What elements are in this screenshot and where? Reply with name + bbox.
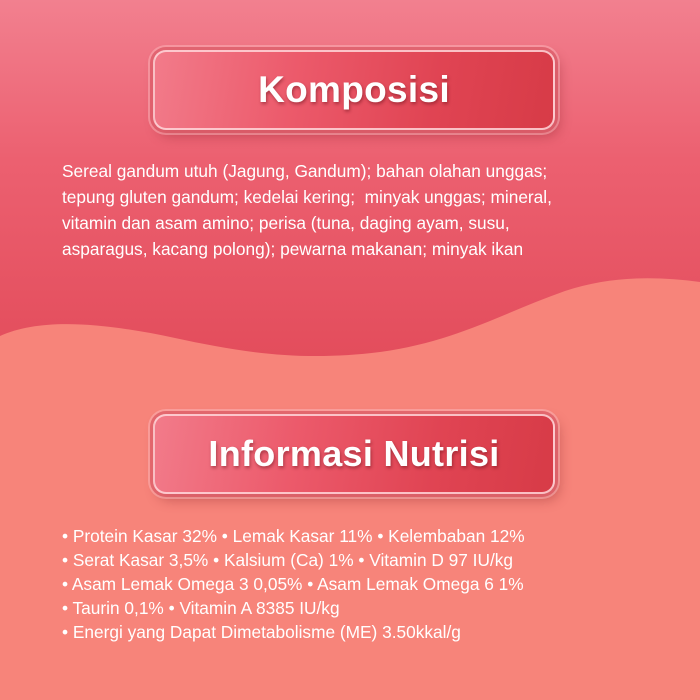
nutrition-line: • Serat Kasar 3,5% • Kalsium (Ca) 1% • Vitamin D 97 IU/kg	[62, 550, 513, 570]
nutrition-list	[62, 524, 672, 644]
composition-line: Sereal gandum utuh (Jagung, Gandum); bahan olahan unggas;	[62, 161, 548, 181]
nutrition-line: • Protein Kasar 32% • Lemak Kasar 11% • Kelembaban 12%	[62, 526, 525, 546]
nutrition-title: Informasi Nutrisi	[208, 433, 500, 474]
composition-title: Komposisi	[258, 69, 450, 110]
composition-banner	[153, 50, 555, 130]
composition-text	[62, 158, 652, 262]
nutrition-banner	[153, 414, 555, 494]
nutrition-line: • Taurin 0,1% • Vitamin A 8385 IU/kg	[62, 598, 340, 618]
nutrition-line: • Asam Lemak Omega 3 0,05% • Asam Lemak Omega 6 1%	[62, 574, 524, 594]
nutrition-line: • Energi yang Dapat Dimetabolisme (ME) 3.50kkal/g	[62, 622, 461, 642]
composition-line: asparagus, kacang polong); pewarna makanan; minyak ikan	[62, 239, 524, 259]
composition-line: tepung gluten gandum; kedelai kering; minyak unggas; mineral,	[62, 187, 552, 207]
composition-line: vitamin dan asam amino; perisa (tuna, daging ayam, susu,	[62, 213, 510, 233]
